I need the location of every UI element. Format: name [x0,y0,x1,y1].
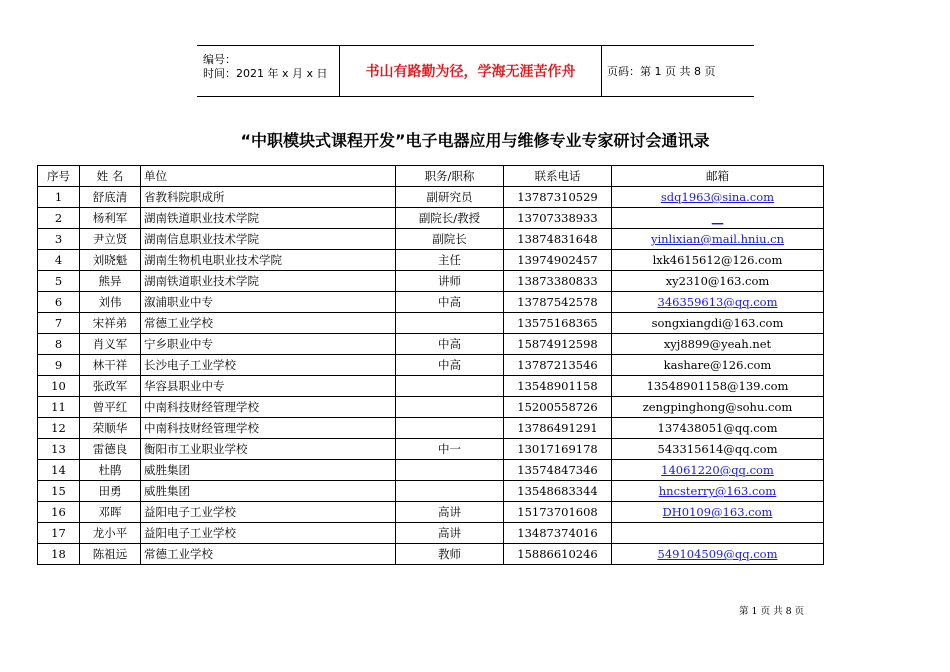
header-unit: 单位 [141,166,396,187]
email-link[interactable]: 549104509@qq.com [657,547,778,561]
row-number: 17 [38,523,80,544]
row-phone: 13974902457 [504,250,612,271]
row-title: 中高 [396,292,504,313]
row-number: 5 [38,271,80,292]
row-phone: 13575168365 [504,313,612,334]
row-email [612,481,824,502]
row-phone: 13017169178 [504,439,612,460]
row-name: 杜鹃 [80,460,141,481]
table-row [38,439,824,460]
row-phone: 13548683344 [504,481,612,502]
row-number: 10 [38,376,80,397]
row-name: 林干祥 [80,355,141,376]
time-label: 时间：2021 年 x 月 x 日 [203,67,328,80]
row-title: 中高 [396,334,504,355]
row-unit: 宁乡职业中专 [141,334,396,355]
row-title: 讲师 [396,271,504,292]
row-unit: 衡阳市工业职业学校 [141,439,396,460]
row-title: 教师 [396,544,504,565]
row-phone: 13873380833 [504,271,612,292]
row-phone: 13548901158 [504,376,612,397]
row-title [396,397,504,418]
email-link[interactable]: __ [711,211,724,225]
row-phone: 13487374016 [504,523,612,544]
number-label: 编号： [203,53,236,66]
table-row [38,187,824,208]
row-unit: 中南科技财经管理学校 [141,418,396,439]
row-title [396,313,504,334]
row-phone: 13874831648 [504,229,612,250]
row-name: 舒底清 [80,187,141,208]
row-phone: 15886610246 [504,544,612,565]
table-row [38,355,824,376]
row-name: 尹立贤 [80,229,141,250]
row-unit: 益阳电子工业学校 [141,523,396,544]
row-number: 7 [38,313,80,334]
row-unit: 省教科院职成所 [141,187,396,208]
table-row [38,271,824,292]
row-unit: 华容县职业中专 [141,376,396,397]
row-title: 主任 [396,250,504,271]
row-unit: 湖南信息职业技术学院 [141,229,396,250]
row-email: xyj8899@yeah.net [612,334,824,355]
row-name: 刘晓魁 [80,250,141,271]
row-phone: 13787542578 [504,292,612,313]
row-email [612,523,824,544]
row-unit: 湖南生物机电职业技术学院 [141,250,396,271]
row-name: 肖义军 [80,334,141,355]
row-number: 12 [38,418,80,439]
row-title: 高讲 [396,523,504,544]
row-title: 高讲 [396,502,504,523]
row-email: kashare@126.com [612,355,824,376]
row-number: 18 [38,544,80,565]
row-phone: 13707338933 [504,208,612,229]
row-unit: 威胜集团 [141,460,396,481]
table-row [38,397,824,418]
row-name: 熊异 [80,271,141,292]
email-link[interactable]: 346359613@qq.com [657,295,778,309]
header-meta-cell [197,46,340,96]
row-unit: 湖南铁道职业技术学院 [141,271,396,292]
row-title: 副院长 [396,229,504,250]
table-row [38,481,824,502]
row-title [396,376,504,397]
table-row [38,376,824,397]
row-name: 田勇 [80,481,141,502]
row-phone: 15173701608 [504,502,612,523]
row-unit: 湖南铁道职业技术学院 [141,208,396,229]
row-number: 3 [38,229,80,250]
row-title: 副研究员 [396,187,504,208]
row-email: 137438051@qq.com [612,418,824,439]
header-page-cell [602,46,754,96]
table-row [38,229,824,250]
email-link[interactable]: sdq1963@sina.com [660,190,775,204]
row-email: songxiangdi@163.com [612,313,824,334]
row-unit: 溆浦职业中专 [141,292,396,313]
row-email: xy2310@163.com [612,271,824,292]
row-unit: 益阳电子工业学校 [141,502,396,523]
row-name: 杨利军 [80,208,141,229]
row-phone: 13787213546 [504,355,612,376]
header-phone: 联系电话 [504,166,612,187]
row-title: 中高 [396,355,504,376]
row-number: 2 [38,208,80,229]
row-email: zengpinghong@sohu.com [612,397,824,418]
row-phone: 15874912598 [504,334,612,355]
row-number: 16 [38,502,80,523]
row-number: 9 [38,355,80,376]
page-label: 页码：第 1 页 共 8 页 [607,65,716,78]
header-name: 姓 名 [80,166,141,187]
table-row [38,418,824,439]
row-number: 6 [38,292,80,313]
row-title [396,418,504,439]
contact-table [37,165,824,565]
row-email: 543315614@qq.com [612,439,824,460]
row-name: 刘伟 [80,292,141,313]
table-row [38,292,824,313]
row-title [396,460,504,481]
row-number: 11 [38,397,80,418]
table-row [38,208,824,229]
row-name: 龙小平 [80,523,141,544]
row-title: 中一 [396,439,504,460]
row-title: 副院长/教授 [396,208,504,229]
row-unit: 威胜集团 [141,481,396,502]
table-row [38,313,824,334]
row-number: 15 [38,481,80,502]
table-header-row [38,166,824,187]
header-title: 职务/职称 [396,166,504,187]
table-row [38,544,824,565]
email-link[interactable]: DH0109@163.com [662,505,773,519]
row-phone: 15200558726 [504,397,612,418]
email-link[interactable]: hncsterry@163.com [658,484,777,498]
row-phone: 13574847346 [504,460,612,481]
row-number: 4 [38,250,80,271]
row-number: 8 [38,334,80,355]
row-unit: 常德工业学校 [141,313,396,334]
table-row [38,502,824,523]
row-name: 荣顺华 [80,418,141,439]
row-email [612,544,824,565]
header-motto: 书山有路勤为径，学海无涯苦作舟 [340,46,602,96]
row-number: 13 [38,439,80,460]
row-email [612,208,824,229]
row-email [612,502,824,523]
row-email [612,187,824,208]
table-row [38,334,824,355]
email-link[interactable]: yinlixian@mail.hniu.cn [650,232,785,246]
email-link[interactable]: 14061220@qq.com [661,463,774,477]
row-name: 曾平红 [80,397,141,418]
row-unit: 长沙电子工业学校 [141,355,396,376]
table-row [38,250,824,271]
row-unit: 常德工业学校 [141,544,396,565]
row-phone: 13786491291 [504,418,612,439]
row-name: 邓晖 [80,502,141,523]
row-email: lxk4615612@126.com [612,250,824,271]
row-email [612,460,824,481]
row-name: 陈祖远 [80,544,141,565]
row-title [396,481,504,502]
header-no: 序号 [38,166,80,187]
table-row [38,460,824,481]
row-email: 13548901158@139.com [612,376,824,397]
row-phone: 13787310529 [504,187,612,208]
page-title: “中职模块式课程开发”电子电器应用与维修专业专家研讨会通讯录 [240,131,710,150]
row-email [612,292,824,313]
row-unit: 中南科技财经管理学校 [141,397,396,418]
row-number: 1 [38,187,80,208]
row-number: 14 [38,460,80,481]
document-header [197,45,754,97]
row-name: 张政军 [80,376,141,397]
row-name: 雷德良 [80,439,141,460]
table-row [38,523,824,544]
row-email [612,229,824,250]
header-email: 邮箱 [612,166,824,187]
page-footer: 第 1 页 共 8 页 [739,606,805,617]
row-name: 宋祥弟 [80,313,141,334]
